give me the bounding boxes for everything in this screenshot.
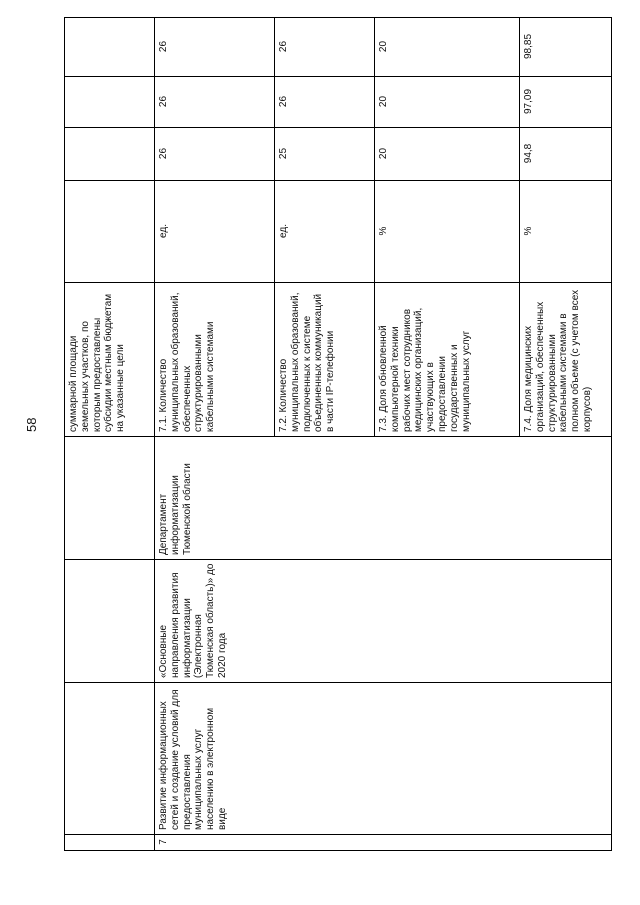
indicator-name: 7.4. Доля медицинских организаций, обеспеченных структурированными кабельными системами в полном объеме (с учетом всех корпусов) xyxy=(520,283,612,437)
indicator-unit: ед. xyxy=(275,181,375,283)
program-name: «Основные направления развития информатизации (Электронная Тюменская область)» до 2020 года xyxy=(155,560,612,683)
continuation-text: суммарной площади земельных участков, по которым предоставлены субсидии местным бюджетам на указанные цели xyxy=(65,283,155,437)
cell-empty xyxy=(65,683,155,835)
indicator-value-3: 26 xyxy=(155,18,275,77)
cell-empty xyxy=(65,181,155,283)
indicator-value-2: 97,09 xyxy=(520,77,612,128)
executor-name: Департамент информатизации Тюменской области xyxy=(155,437,612,560)
indicators-table xyxy=(64,17,612,851)
indicator-value-1: 20 xyxy=(375,128,520,181)
indicator-value-3: 98,85 xyxy=(520,18,612,77)
indicator-value-2: 26 xyxy=(155,77,275,128)
cell-empty xyxy=(65,128,155,181)
cell-empty xyxy=(65,77,155,128)
cell-empty xyxy=(65,560,155,683)
indicator-value-3: 26 xyxy=(275,18,375,77)
indicator-value-2: 20 xyxy=(375,77,520,128)
rotated-table-container xyxy=(64,18,611,851)
indicator-name: 7.1. Количество муниципальных образований, обеспеченных структурированными кабельными системами xyxy=(155,283,275,437)
indicator-value-3: 20 xyxy=(375,18,520,77)
indicator-unit: % xyxy=(375,181,520,283)
page-number: 58 xyxy=(24,417,39,432)
cell-empty xyxy=(65,835,155,851)
indicator-name: 7.2. Количество муниципальных образований, подключенных к системе объединенных коммуникаций в части IP-телефонии xyxy=(275,283,375,437)
table-row-continuation xyxy=(65,18,155,851)
cell-empty xyxy=(65,18,155,77)
indicator-name: 7.3. Доля обновленной компьютерной техники рабочих мест сотрудников медицинских организаций, участвующих в предоставлении государственных и муниципальных услуг xyxy=(375,283,520,437)
direction-name: Развитие информационных сетей и создание условий для предоставления муниципальных услуг населению в электронном виде xyxy=(155,683,612,835)
indicator-value-1: 25 xyxy=(275,128,375,181)
cell-empty xyxy=(65,437,155,560)
indicator-value-1: 94,8 xyxy=(520,128,612,181)
indicator-unit: % xyxy=(520,181,612,283)
row-number: 7 xyxy=(155,835,612,851)
indicator-unit: ед. xyxy=(155,181,275,283)
indicator-value-2: 26 xyxy=(275,77,375,128)
table-row xyxy=(155,18,275,851)
indicator-value-1: 26 xyxy=(155,128,275,181)
